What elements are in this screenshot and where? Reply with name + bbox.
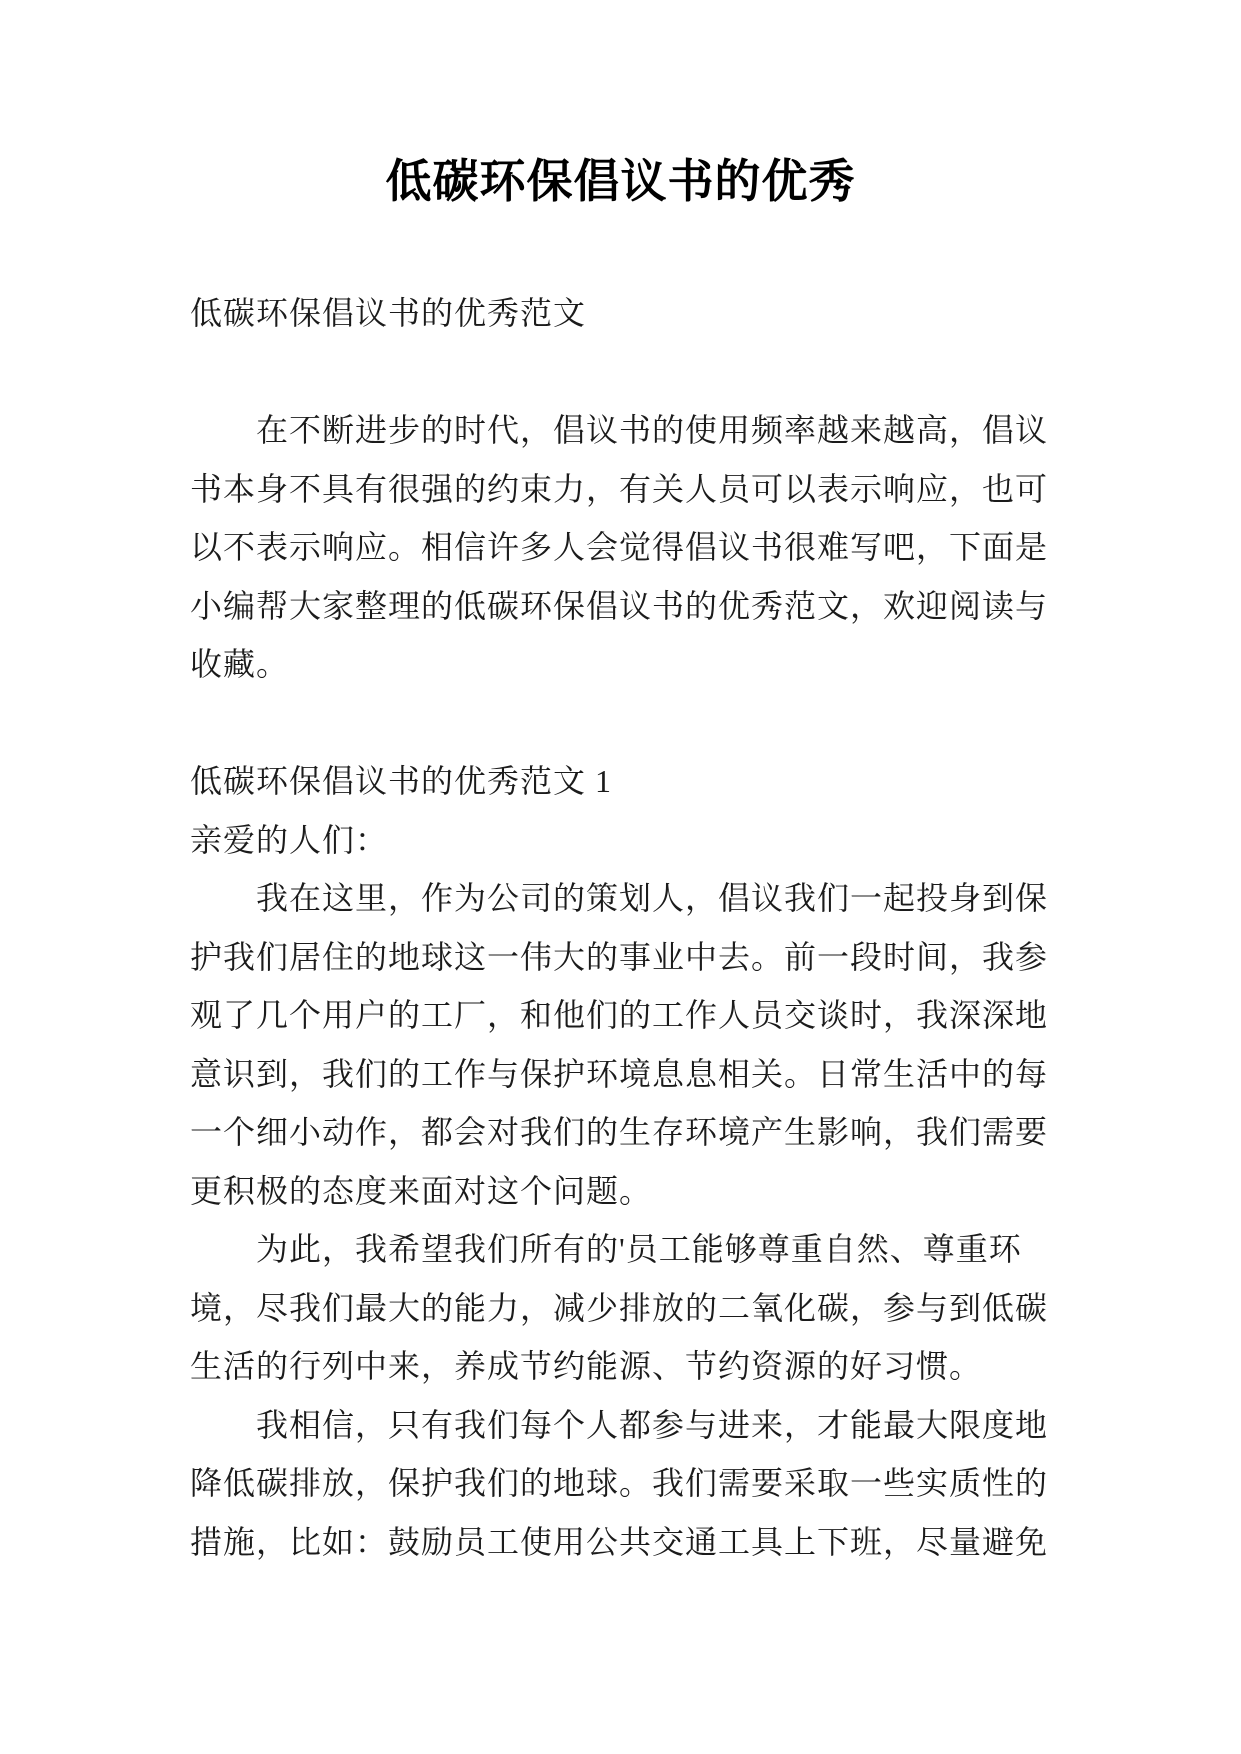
salutation: 亲爱的人们： bbox=[190, 821, 389, 858]
paragraph-line: 境，尽我们最大的能力，减少排放的二氧化碳，参与到低碳 bbox=[190, 1289, 1049, 1326]
paragraph-line: 意识到，我们的工作与保护环境息息相关。日常生活中的每 bbox=[190, 1055, 1049, 1092]
paragraph-line: 为此，我希望我们所有的'员工能够尊重自然、尊重环 bbox=[256, 1231, 1022, 1267]
document-body bbox=[0, 284, 1070, 1571]
paragraph-line: 收藏。 bbox=[190, 646, 290, 682]
paragraph-line: 措施，比如：鼓励员工使用公共交通工具上下班，尽量避免 bbox=[190, 1523, 1049, 1560]
paragraph-line: 降低碳排放，保护我们的地球。我们需要采取一些实质性的 bbox=[190, 1465, 1049, 1501]
paragraph-line: 以不表示响应。相信许多人会觉得倡议书很难写吧，下面是 bbox=[190, 529, 1049, 565]
paragraph-line: 小编帮大家整理的低碳环保倡议书的优秀范文，欢迎阅读与 bbox=[190, 587, 1049, 624]
paragraph-line: 我在这里，作为公司的策划人，倡议我们一起投身到保 bbox=[256, 880, 1049, 916]
paragraph-line: 观了几个用户的工厂，和他们的工作人员交谈时，我深深地 bbox=[190, 997, 1049, 1033]
blank-line bbox=[190, 343, 1070, 402]
blank-line bbox=[190, 694, 1070, 753]
paragraph-line: 在不断进步的时代，倡议书的使用频率越来越高，倡议 bbox=[256, 412, 1049, 448]
paragraph-line: 生活的行列中来，养成节约能源、节约资源的好习惯。 bbox=[190, 1348, 983, 1384]
document-title: 低碳环保倡议书的优秀 bbox=[385, 156, 856, 207]
paragraph-line: 护我们居住的地球这一伟大的事业中去。前一段时间，我参 bbox=[190, 938, 1049, 975]
paragraph-line: 我相信，只有我们每个人都参与进来，才能最大限度地 bbox=[256, 1406, 1049, 1443]
subtitle: 低碳环保倡议书的优秀范文 bbox=[190, 295, 587, 331]
section-heading-1: 低碳环保倡议书的优秀范文 1 bbox=[190, 763, 613, 799]
paragraph-line: 书本身不具有很强的约束力，有关人员可以表示响应，也可 bbox=[190, 470, 1049, 507]
paragraph-line: 更积极的态度来面对这个问题。 bbox=[190, 1172, 653, 1209]
paragraph-line: 一个细小动作，都会对我们的生存环境产生影响，我们需要 bbox=[190, 1114, 1049, 1150]
